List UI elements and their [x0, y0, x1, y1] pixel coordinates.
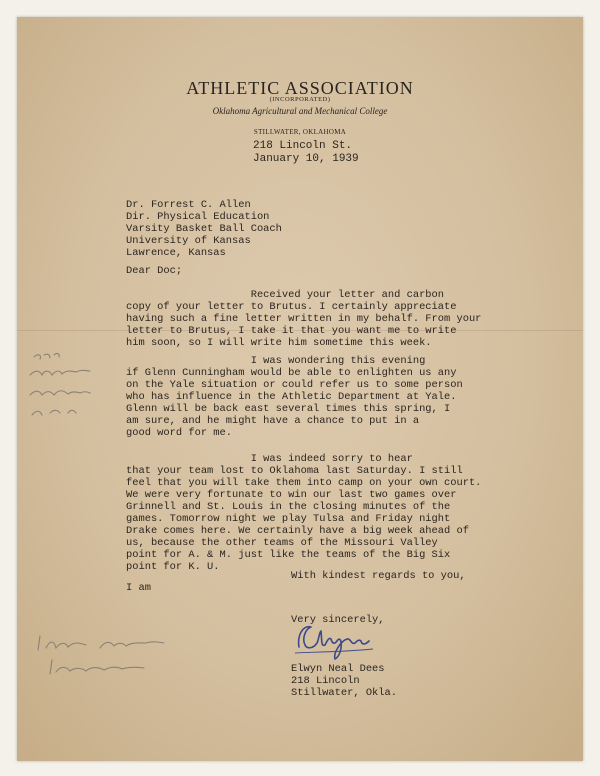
i-am-line: I am: [126, 582, 151, 594]
letterhead-college: Oklahoma Agricultural and Mechanical College: [212, 106, 388, 116]
pencil-bottom-notes: [30, 628, 230, 688]
pencil-margin-notes: [26, 345, 126, 430]
paragraph-3: I was indeed sorry to hear that your team lost to Oklahoma last Saturday. I still feel that you will take them into camp on your own court. We were very fortunate to win our last two games over Grinnell and St. Louis in the closing minutes of the games. Tomorrow night we play Tulsa and Friday night Drake comes here. We certainly have a big week ahead of us, because the other teams of the Missouri Valley point for A. & M. just like the teams of the Big Six point for K. U.: [126, 453, 482, 573]
letterhead-incorporated: (INCORPORATED): [269, 96, 331, 103]
paragraph-2: I was wondering this evening if Glenn Cunningham would be able to enlighten us any on the Yale situation or could refer us to some person who has influence in the Athletic Department at Yale. Glenn will be back east several times this spring, I am sure, and he might have a chance to put in a good word for me.: [126, 355, 463, 439]
salutation: Dear Doc;: [126, 265, 183, 277]
date-block: 218 Lincoln St. January 10, 1939: [253, 140, 359, 165]
letterhead-organization: ATHLETIC ASSOCIATION: [186, 78, 414, 98]
handwritten-signature: [293, 619, 381, 661]
recipient-address: Dr. Forrest C. Allen Dir. Physical Education Varsity Basket Ball Coach University of Kansas Lawrence, Kansas: [126, 199, 282, 259]
letterhead-city: STILLWATER, OKLAHOMA: [253, 128, 347, 136]
valediction: Very sincerely,: [291, 614, 385, 626]
paragraph-1: Received your letter and carbon copy of your letter to Brutus. I certainly appreciate having such a fine letter written in my behalf. From your letter to Brutus, I take it that you want me to write him soon, so I will write him sometime this week.: [126, 289, 482, 349]
closing-line: With kindest regards to you,: [291, 570, 466, 582]
signer-details: Elwyn Neal Dees 218 Lincoln Stillwater, Okla.: [291, 663, 398, 699]
